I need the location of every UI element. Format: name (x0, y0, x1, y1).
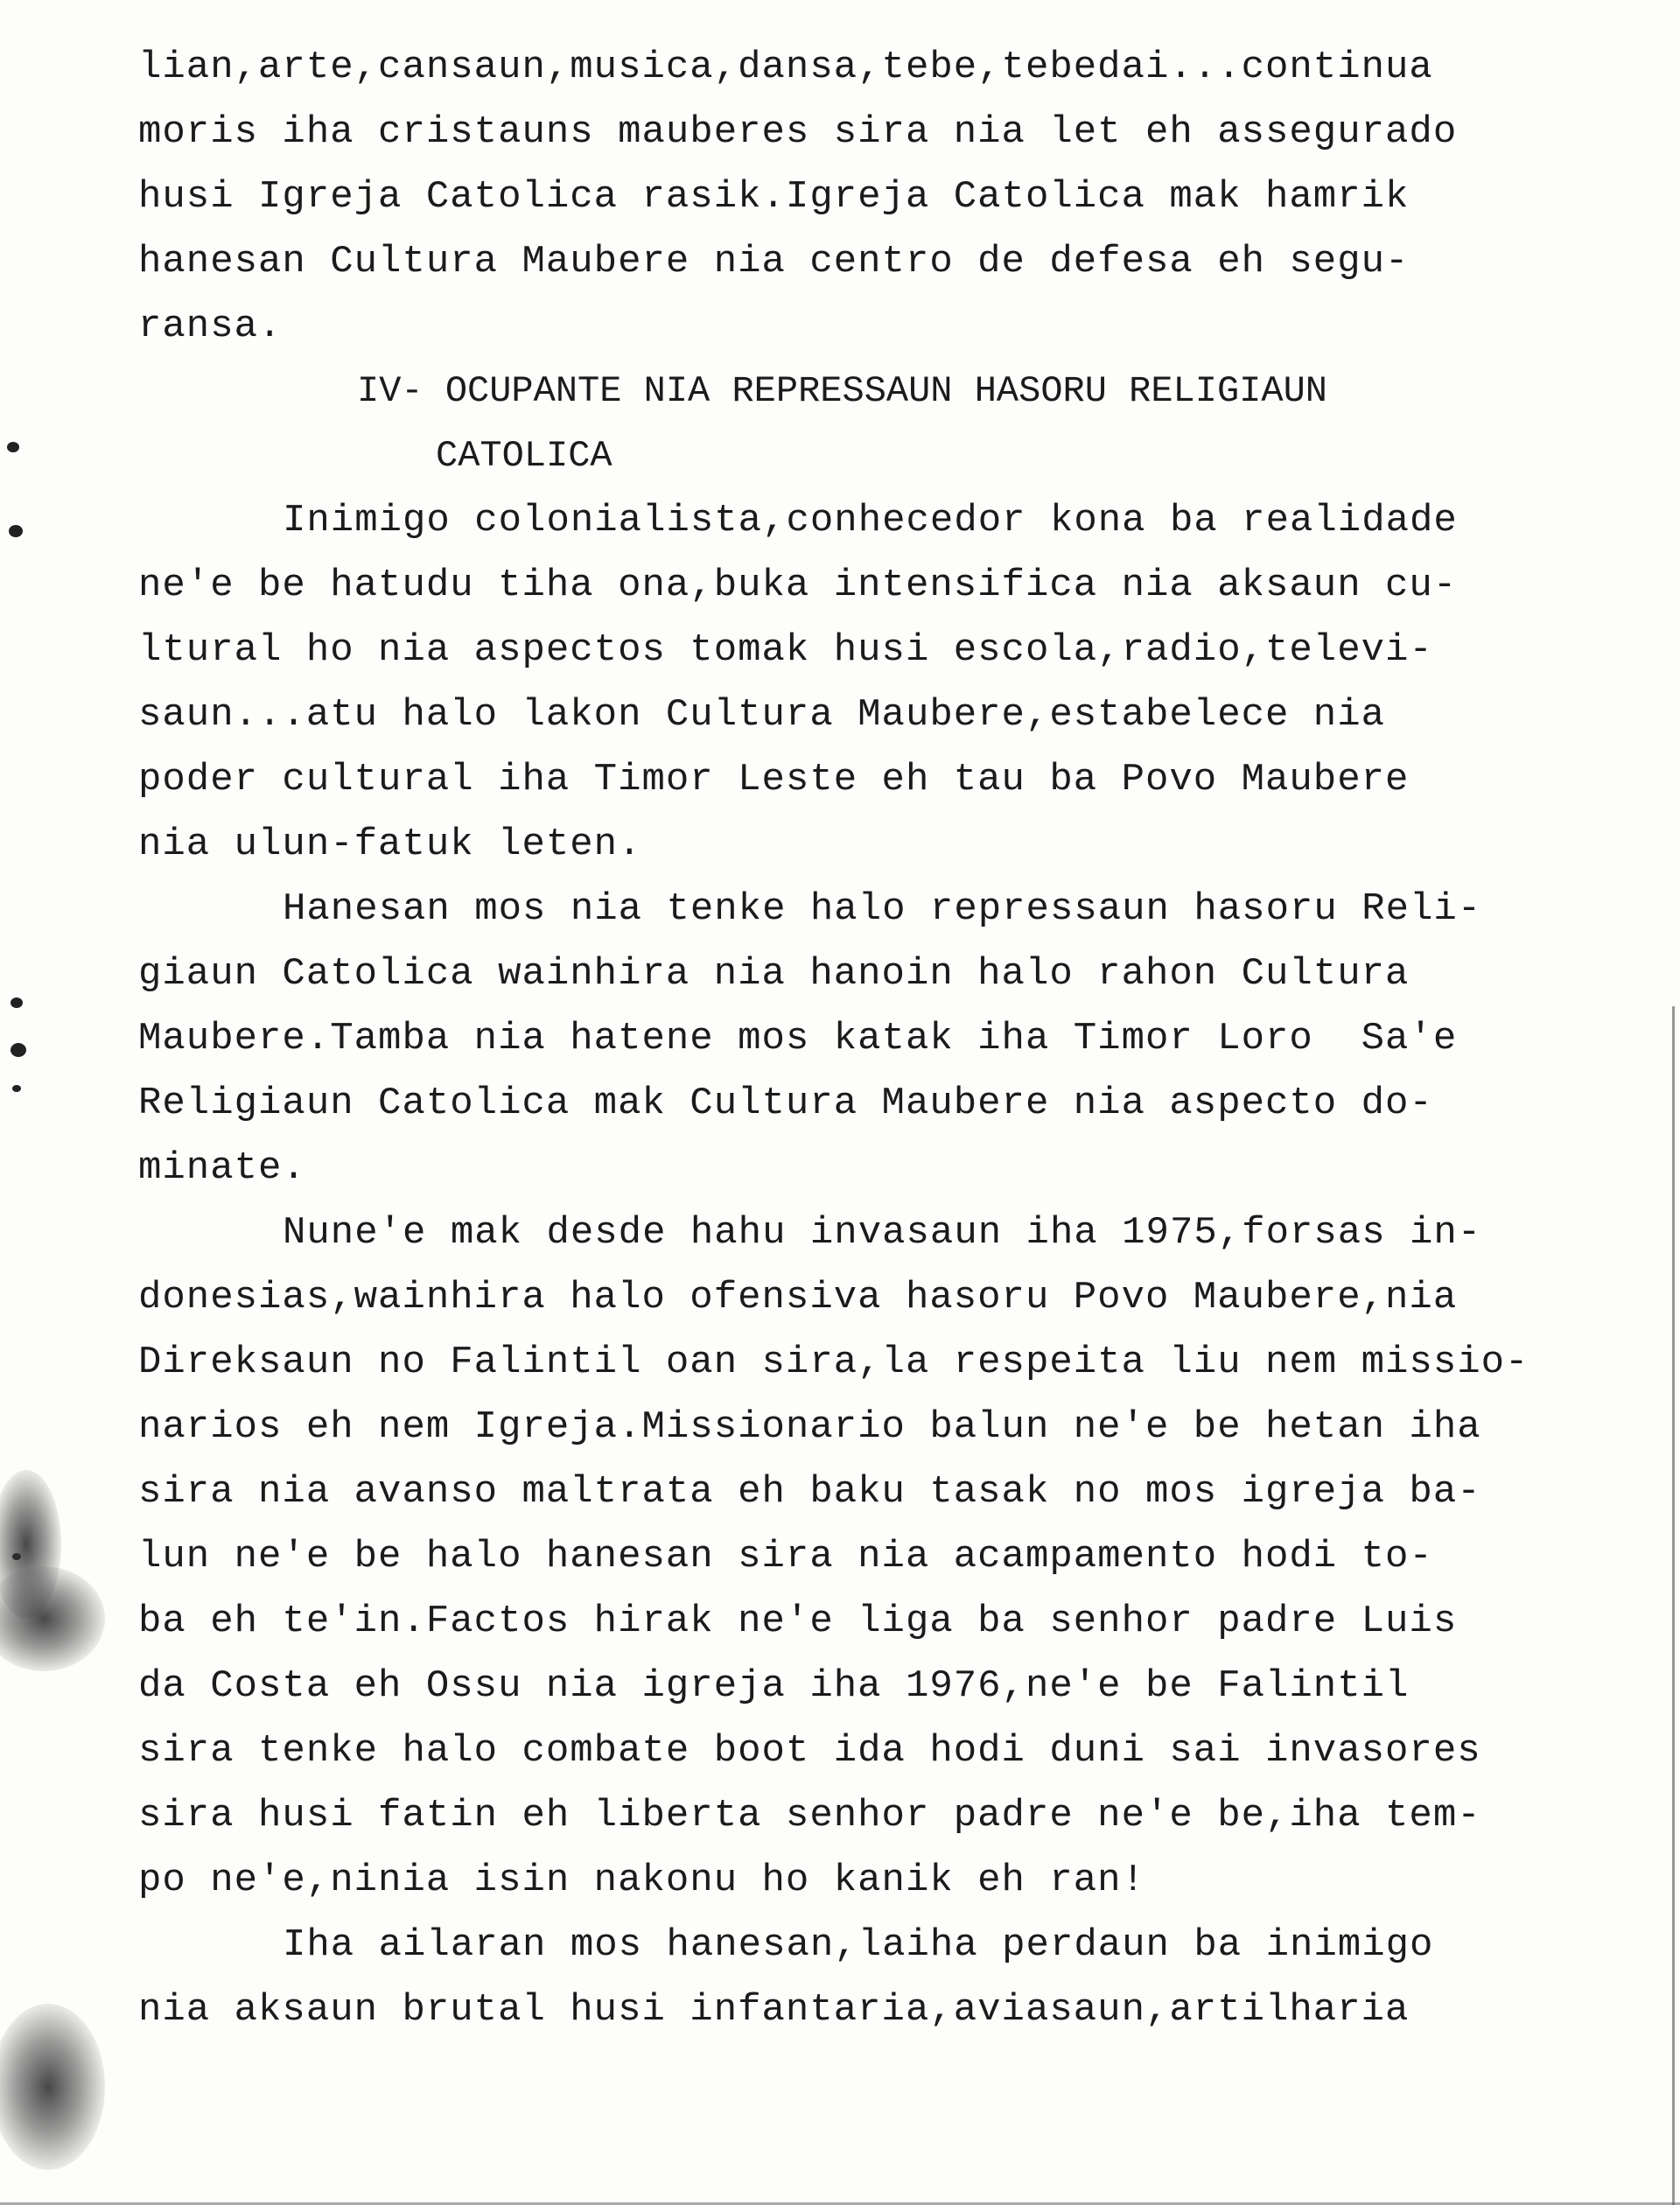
paragraph-line: lun ne'e be halo hanesan sira nia acampamento hodi to- (138, 1535, 1433, 1578)
scan-speck (9, 525, 23, 537)
scan-speck (12, 1085, 21, 1092)
paragraph-line: sira nia avanso maltrata eh baku tasak no mos igreja ba- (138, 1470, 1481, 1514)
paragraph-line: poder cultural iha Timor Leste eh tau ba Povo Maubere (138, 758, 1410, 802)
paragraph-line: ne'e be hatudu tiha ona,buka intensifica nia aksaun cu- (138, 564, 1458, 607)
paragraph-line: donesias,wainhira halo ofensiva hasoru Povo Maubere,nia (138, 1276, 1458, 1320)
paragraph-line: Religiaun Catolica mak Cultura Maubere nia aspecto do- (138, 1082, 1433, 1125)
paragraph-line: Iha ailaran mos hanesan,laiha perdaun ba inimigo (283, 1923, 1434, 1967)
typewritten-text (138, 35, 1643, 2042)
paragraph-line: po ne'e,ninia isin nakonu ho kanik eh ran! (138, 1858, 1145, 1902)
paragraph-line: Hanesan mos nia tenke halo repressaun hasoru Reli- (283, 887, 1482, 931)
paragraph-line: da Costa eh Ossu nia igreja iha 1976,ne'e be Falintil (138, 1664, 1410, 1708)
scan-smudge (0, 2004, 105, 2170)
paragraph-line: minate. (138, 1146, 306, 1190)
scan-speck (10, 998, 23, 1008)
section-heading: IV- OCUPANTE NIA REPRESSAUN HASORU RELIGIAUN (357, 370, 1327, 412)
paragraph-line: ltural ho nia aspectos tomak husi escola,radio,televi- (138, 628, 1433, 672)
scan-smudge (0, 1566, 105, 1671)
paragraph-line: Maubere.Tamba nia hatene mos katak iha Timor Loro Sa'e (138, 1017, 1458, 1060)
paragraph-line: Inimigo colonialista,conhecedor kona ba realidade (283, 499, 1458, 542)
paragraph-line: Direksaun no Falintil oan sira,la respeita liu nem missio- (138, 1340, 1530, 1384)
text-line: hanesan Cultura Maubere nia centro de defesa eh segu- (138, 240, 1410, 284)
paragraph-line: sira husi fatin eh liberta senhor padre ne'e be,iha tem- (138, 1794, 1481, 1838)
text-line: ransa. (138, 304, 283, 348)
page-edge-right (1672, 1006, 1675, 2205)
text-line: husi Igreja Catolica rasik.Igreja Catolica mak hamrik (138, 175, 1410, 219)
section-heading-continued: CATOLICA (436, 435, 612, 477)
paragraph-line: Nune'e mak desde hahu invasaun iha 1975,forsas in- (283, 1211, 1482, 1255)
text-line: lian,arte,cansaun,musica,dansa,tebe,tebedai...continua (138, 46, 1433, 89)
paragraph-line: sira tenke halo combate boot ida hodi duni sai invasores (138, 1729, 1481, 1773)
paragraph-line: narios eh nem Igreja.Missionario balun ne'e be hetan iha (138, 1405, 1481, 1449)
scan-speck (7, 442, 19, 452)
paragraph-line: ba eh te'in.Factos hirak ne'e liga ba senhor padre Luis (138, 1600, 1458, 1643)
paragraph-line: giaun Catolica wainhira nia hanoin halo rahon Cultura (138, 952, 1410, 996)
paragraph-line: saun...atu halo lakon Cultura Maubere,estabelece nia (138, 693, 1386, 737)
paragraph-line: nia aksaun brutal husi infantaria,aviasaun,artilharia (138, 1988, 1410, 2032)
text-line: moris iha cristauns mauberes sira nia let eh assegurado (138, 110, 1458, 154)
paragraph-line: nia ulun-fatuk leten. (138, 822, 642, 866)
scan-speck (10, 1043, 26, 1057)
